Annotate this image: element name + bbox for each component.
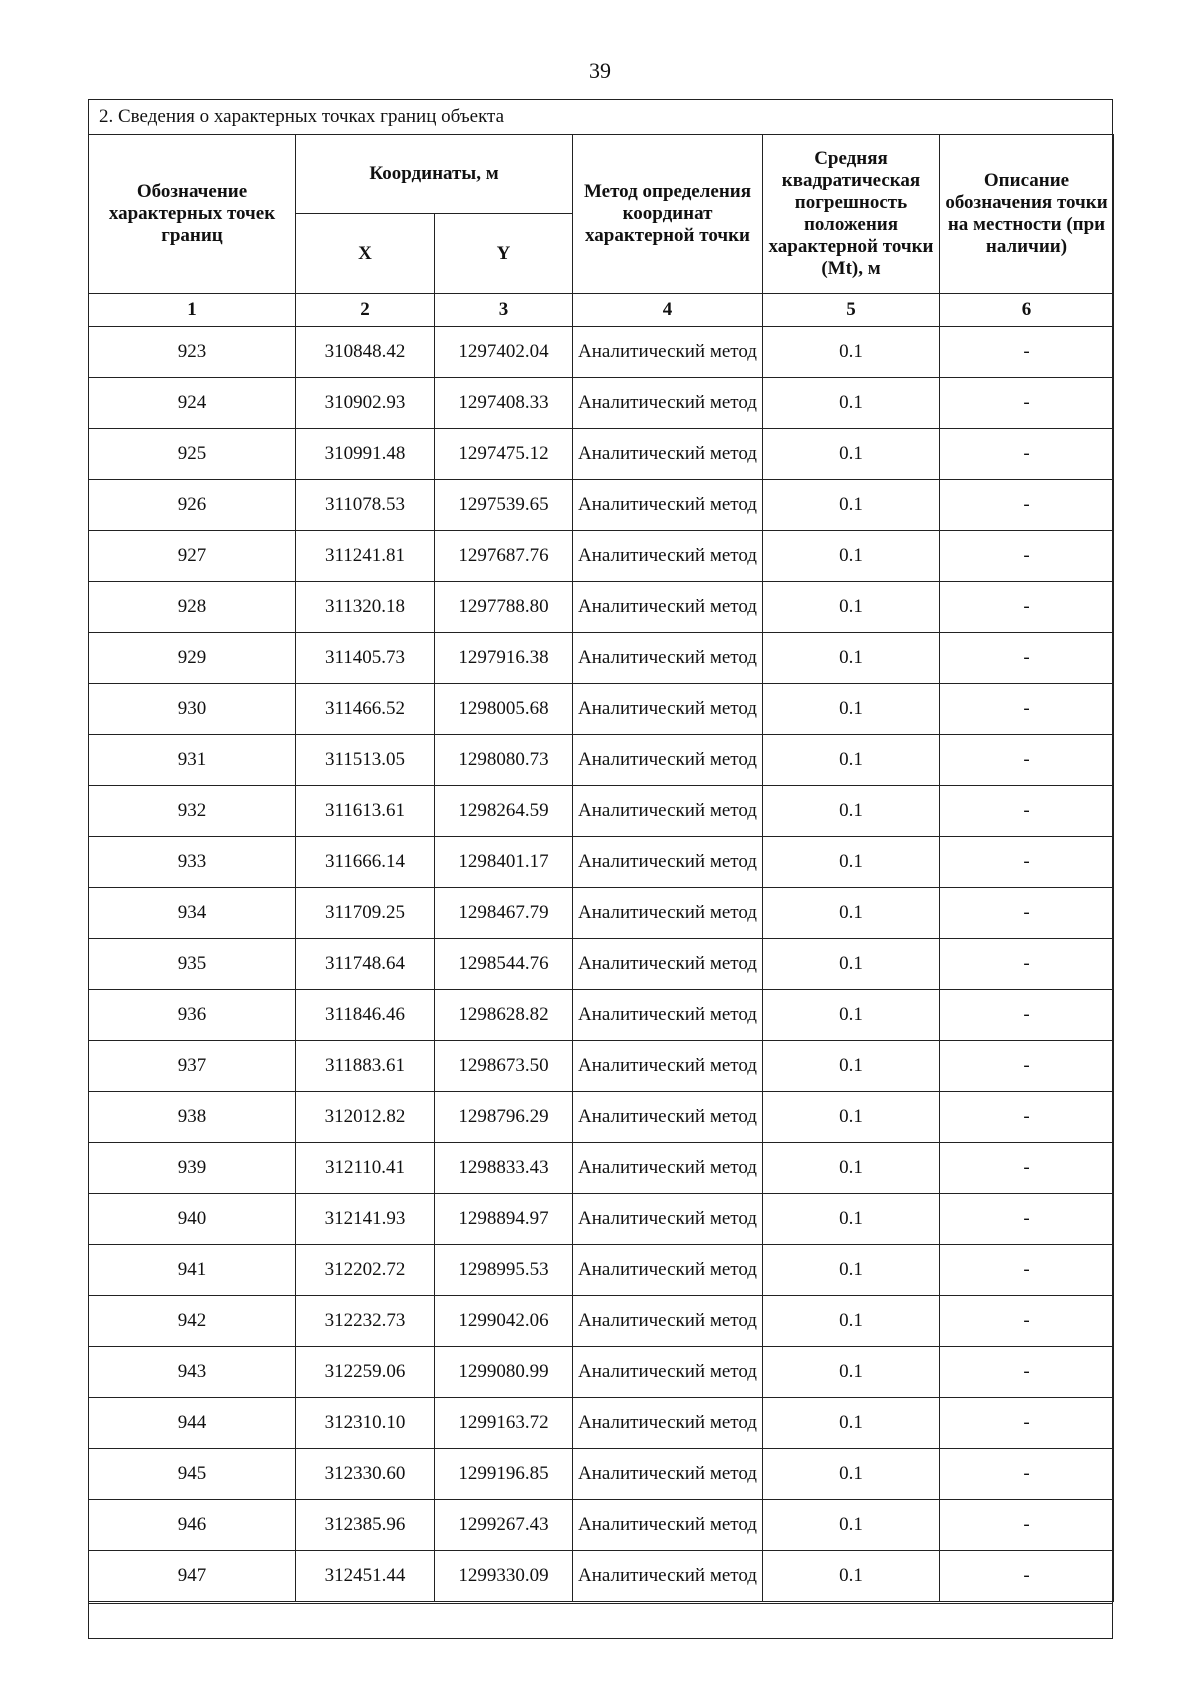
description-cell: -	[940, 939, 1114, 990]
table-row	[89, 582, 1114, 633]
description-cell: -	[940, 378, 1114, 429]
error-cell: 0.1	[763, 531, 940, 582]
description-cell: -	[940, 1500, 1114, 1551]
method-cell: Аналитический метод	[573, 1500, 763, 1551]
x-coordinate-cell: 311748.64	[296, 939, 435, 990]
table-row	[89, 990, 1114, 1041]
x-coordinate-cell: 310991.48	[296, 429, 435, 480]
error-cell: 0.1	[763, 939, 940, 990]
x-coordinate-cell: 312012.82	[296, 1092, 435, 1143]
x-coordinate-cell: 311241.81	[296, 531, 435, 582]
page-number: 39	[589, 58, 611, 83]
x-coordinate-cell: 311666.14	[296, 837, 435, 888]
x-coordinate-cell: 311320.18	[296, 582, 435, 633]
error-cell: 0.1	[763, 786, 940, 837]
point-id-cell: 924	[89, 378, 296, 429]
header-designation: Обозначение характерных точек границ	[89, 135, 296, 294]
description-cell: -	[940, 1296, 1114, 1347]
description-cell: -	[940, 1398, 1114, 1449]
method-cell: Аналитический метод	[573, 1041, 763, 1092]
y-coordinate-cell: 1299163.72	[435, 1398, 573, 1449]
y-coordinate-cell: 1299042.06	[435, 1296, 573, 1347]
x-coordinate-cell: 310902.93	[296, 378, 435, 429]
table-row	[89, 684, 1114, 735]
error-cell: 0.1	[763, 378, 940, 429]
x-coordinate-cell: 311513.05	[296, 735, 435, 786]
x-coordinate-cell: 311883.61	[296, 1041, 435, 1092]
boundary-points-table	[88, 134, 1114, 1602]
method-cell: Аналитический метод	[573, 837, 763, 888]
table-row	[89, 1194, 1114, 1245]
table-row	[89, 735, 1114, 786]
method-cell: Аналитический метод	[573, 1245, 763, 1296]
error-cell: 0.1	[763, 1398, 940, 1449]
table-row	[89, 786, 1114, 837]
method-cell: Аналитический метод	[573, 735, 763, 786]
method-cell: Аналитический метод	[573, 1398, 763, 1449]
header-y: Y	[435, 214, 573, 294]
y-coordinate-cell: 1298544.76	[435, 939, 573, 990]
description-cell: -	[940, 429, 1114, 480]
description-cell: -	[940, 786, 1114, 837]
table-bottom-rule	[88, 1603, 1113, 1605]
method-cell: Аналитический метод	[573, 582, 763, 633]
method-cell: Аналитический метод	[573, 1194, 763, 1245]
point-id-cell: 935	[89, 939, 296, 990]
point-id-cell: 944	[89, 1398, 296, 1449]
description-cell: -	[940, 1347, 1114, 1398]
column-number-row	[89, 294, 1114, 327]
column-number: 5	[763, 294, 940, 327]
error-cell: 0.1	[763, 1245, 940, 1296]
description-cell: -	[940, 684, 1114, 735]
header-row-top	[89, 135, 1114, 214]
description-cell: -	[940, 1041, 1114, 1092]
description-cell: -	[940, 582, 1114, 633]
description-cell: -	[940, 633, 1114, 684]
method-cell: Аналитический метод	[573, 786, 763, 837]
point-id-cell: 930	[89, 684, 296, 735]
table-row	[89, 633, 1114, 684]
point-id-cell: 928	[89, 582, 296, 633]
table-row	[89, 1551, 1114, 1602]
x-coordinate-cell: 311078.53	[296, 480, 435, 531]
error-cell: 0.1	[763, 429, 940, 480]
point-id-cell: 946	[89, 1500, 296, 1551]
point-id-cell: 933	[89, 837, 296, 888]
method-cell: Аналитический метод	[573, 378, 763, 429]
error-cell: 0.1	[763, 990, 940, 1041]
error-cell: 0.1	[763, 480, 940, 531]
y-coordinate-cell: 1299267.43	[435, 1500, 573, 1551]
error-cell: 0.1	[763, 1347, 940, 1398]
y-coordinate-cell: 1299330.09	[435, 1551, 573, 1602]
x-coordinate-cell: 312310.10	[296, 1398, 435, 1449]
description-cell: -	[940, 990, 1114, 1041]
x-coordinate-cell: 311466.52	[296, 684, 435, 735]
error-cell: 0.1	[763, 1041, 940, 1092]
y-coordinate-cell: 1297687.76	[435, 531, 573, 582]
x-coordinate-cell: 311709.25	[296, 888, 435, 939]
x-coordinate-cell: 312232.73	[296, 1296, 435, 1347]
method-cell: Аналитический метод	[573, 684, 763, 735]
table-row	[89, 1296, 1114, 1347]
method-cell: Аналитический метод	[573, 939, 763, 990]
method-cell: Аналитический метод	[573, 531, 763, 582]
header-error: Средняя квадратическая погрешность положения характерной точки (Mt), м	[763, 135, 940, 294]
error-cell: 0.1	[763, 1092, 940, 1143]
description-cell: -	[940, 480, 1114, 531]
method-cell: Аналитический метод	[573, 888, 763, 939]
point-id-cell: 939	[89, 1143, 296, 1194]
error-cell: 0.1	[763, 1500, 940, 1551]
y-coordinate-cell: 1297408.33	[435, 378, 573, 429]
x-coordinate-cell: 312385.96	[296, 1500, 435, 1551]
y-coordinate-cell: 1298401.17	[435, 837, 573, 888]
table-row	[89, 939, 1114, 990]
description-cell: -	[940, 837, 1114, 888]
x-coordinate-cell: 311405.73	[296, 633, 435, 684]
error-cell: 0.1	[763, 1296, 940, 1347]
error-cell: 0.1	[763, 888, 940, 939]
y-coordinate-cell: 1298264.59	[435, 786, 573, 837]
error-cell: 0.1	[763, 633, 940, 684]
point-id-cell: 923	[89, 327, 296, 378]
table-row	[89, 1347, 1114, 1398]
table-row	[89, 1500, 1114, 1551]
method-cell: Аналитический метод	[573, 633, 763, 684]
column-number: 4	[573, 294, 763, 327]
method-cell: Аналитический метод	[573, 327, 763, 378]
section-title: 2. Сведения о характерных точках границ объекта	[99, 106, 505, 127]
y-coordinate-cell: 1298995.53	[435, 1245, 573, 1296]
method-cell: Аналитический метод	[573, 480, 763, 531]
description-cell: -	[940, 1143, 1114, 1194]
header-x: X	[296, 214, 435, 294]
y-coordinate-cell: 1297402.04	[435, 327, 573, 378]
table-row	[89, 1245, 1114, 1296]
point-id-cell: 945	[89, 1449, 296, 1500]
table-row	[89, 480, 1114, 531]
description-cell: -	[940, 1092, 1114, 1143]
x-coordinate-cell: 310848.42	[296, 327, 435, 378]
error-cell: 0.1	[763, 1143, 940, 1194]
method-cell: Аналитический метод	[573, 1143, 763, 1194]
table-row	[89, 1143, 1114, 1194]
method-cell: Аналитический метод	[573, 990, 763, 1041]
error-cell: 0.1	[763, 1551, 940, 1602]
method-cell: Аналитический метод	[573, 1092, 763, 1143]
description-cell: -	[940, 531, 1114, 582]
method-cell: Аналитический метод	[573, 1347, 763, 1398]
x-coordinate-cell: 312110.41	[296, 1143, 435, 1194]
table-row	[89, 1449, 1114, 1500]
description-cell: -	[940, 888, 1114, 939]
y-coordinate-cell: 1299196.85	[435, 1449, 573, 1500]
point-id-cell: 941	[89, 1245, 296, 1296]
description-cell: -	[940, 1449, 1114, 1500]
y-coordinate-cell: 1298080.73	[435, 735, 573, 786]
description-cell: -	[940, 1551, 1114, 1602]
y-coordinate-cell: 1297539.65	[435, 480, 573, 531]
column-number: 1	[89, 294, 296, 327]
y-coordinate-cell: 1298796.29	[435, 1092, 573, 1143]
description-cell: -	[940, 1245, 1114, 1296]
table-row	[89, 1398, 1114, 1449]
y-coordinate-cell: 1298467.79	[435, 888, 573, 939]
description-cell: -	[940, 327, 1114, 378]
error-cell: 0.1	[763, 735, 940, 786]
point-id-cell: 940	[89, 1194, 296, 1245]
column-number: 3	[435, 294, 573, 327]
table-row	[89, 837, 1114, 888]
point-id-cell: 931	[89, 735, 296, 786]
error-cell: 0.1	[763, 1194, 940, 1245]
error-cell: 0.1	[763, 1449, 940, 1500]
y-coordinate-cell: 1297788.80	[435, 582, 573, 633]
y-coordinate-cell: 1299080.99	[435, 1347, 573, 1398]
header-method: Метод определения координат характерной точки	[573, 135, 763, 294]
y-coordinate-cell: 1298833.43	[435, 1143, 573, 1194]
error-cell: 0.1	[763, 582, 940, 633]
header-coordinates: Координаты, м	[296, 135, 573, 214]
table-row	[89, 327, 1114, 378]
description-cell: -	[940, 1194, 1114, 1245]
table-row	[89, 531, 1114, 582]
point-id-cell: 934	[89, 888, 296, 939]
column-number: 6	[940, 294, 1114, 327]
table-row	[89, 1041, 1114, 1092]
method-cell: Аналитический метод	[573, 429, 763, 480]
y-coordinate-cell: 1298628.82	[435, 990, 573, 1041]
x-coordinate-cell: 311846.46	[296, 990, 435, 1041]
point-id-cell: 932	[89, 786, 296, 837]
y-coordinate-cell: 1298894.97	[435, 1194, 573, 1245]
table-body	[89, 327, 1114, 1602]
point-id-cell: 937	[89, 1041, 296, 1092]
table-row	[89, 888, 1114, 939]
point-id-cell: 942	[89, 1296, 296, 1347]
point-id-cell: 943	[89, 1347, 296, 1398]
point-id-cell: 936	[89, 990, 296, 1041]
method-cell: Аналитический метод	[573, 1449, 763, 1500]
point-id-cell: 938	[89, 1092, 296, 1143]
table-row	[89, 1092, 1114, 1143]
column-number: 2	[296, 294, 435, 327]
point-id-cell: 927	[89, 531, 296, 582]
y-coordinate-cell: 1298673.50	[435, 1041, 573, 1092]
table-row	[89, 378, 1114, 429]
point-id-cell: 926	[89, 480, 296, 531]
point-id-cell: 925	[89, 429, 296, 480]
description-cell: -	[940, 735, 1114, 786]
x-coordinate-cell: 312141.93	[296, 1194, 435, 1245]
y-coordinate-cell: 1297916.38	[435, 633, 573, 684]
error-cell: 0.1	[763, 684, 940, 735]
x-coordinate-cell: 312259.06	[296, 1347, 435, 1398]
x-coordinate-cell: 312451.44	[296, 1551, 435, 1602]
x-coordinate-cell: 312202.72	[296, 1245, 435, 1296]
method-cell: Аналитический метод	[573, 1551, 763, 1602]
y-coordinate-cell: 1297475.12	[435, 429, 573, 480]
header-description: Описание обозначения точки на местности (при наличии)	[940, 135, 1114, 294]
y-coordinate-cell: 1298005.68	[435, 684, 573, 735]
point-id-cell: 947	[89, 1551, 296, 1602]
table-row	[89, 429, 1114, 480]
method-cell: Аналитический метод	[573, 1296, 763, 1347]
error-cell: 0.1	[763, 837, 940, 888]
point-id-cell: 929	[89, 633, 296, 684]
x-coordinate-cell: 311613.61	[296, 786, 435, 837]
error-cell: 0.1	[763, 327, 940, 378]
x-coordinate-cell: 312330.60	[296, 1449, 435, 1500]
